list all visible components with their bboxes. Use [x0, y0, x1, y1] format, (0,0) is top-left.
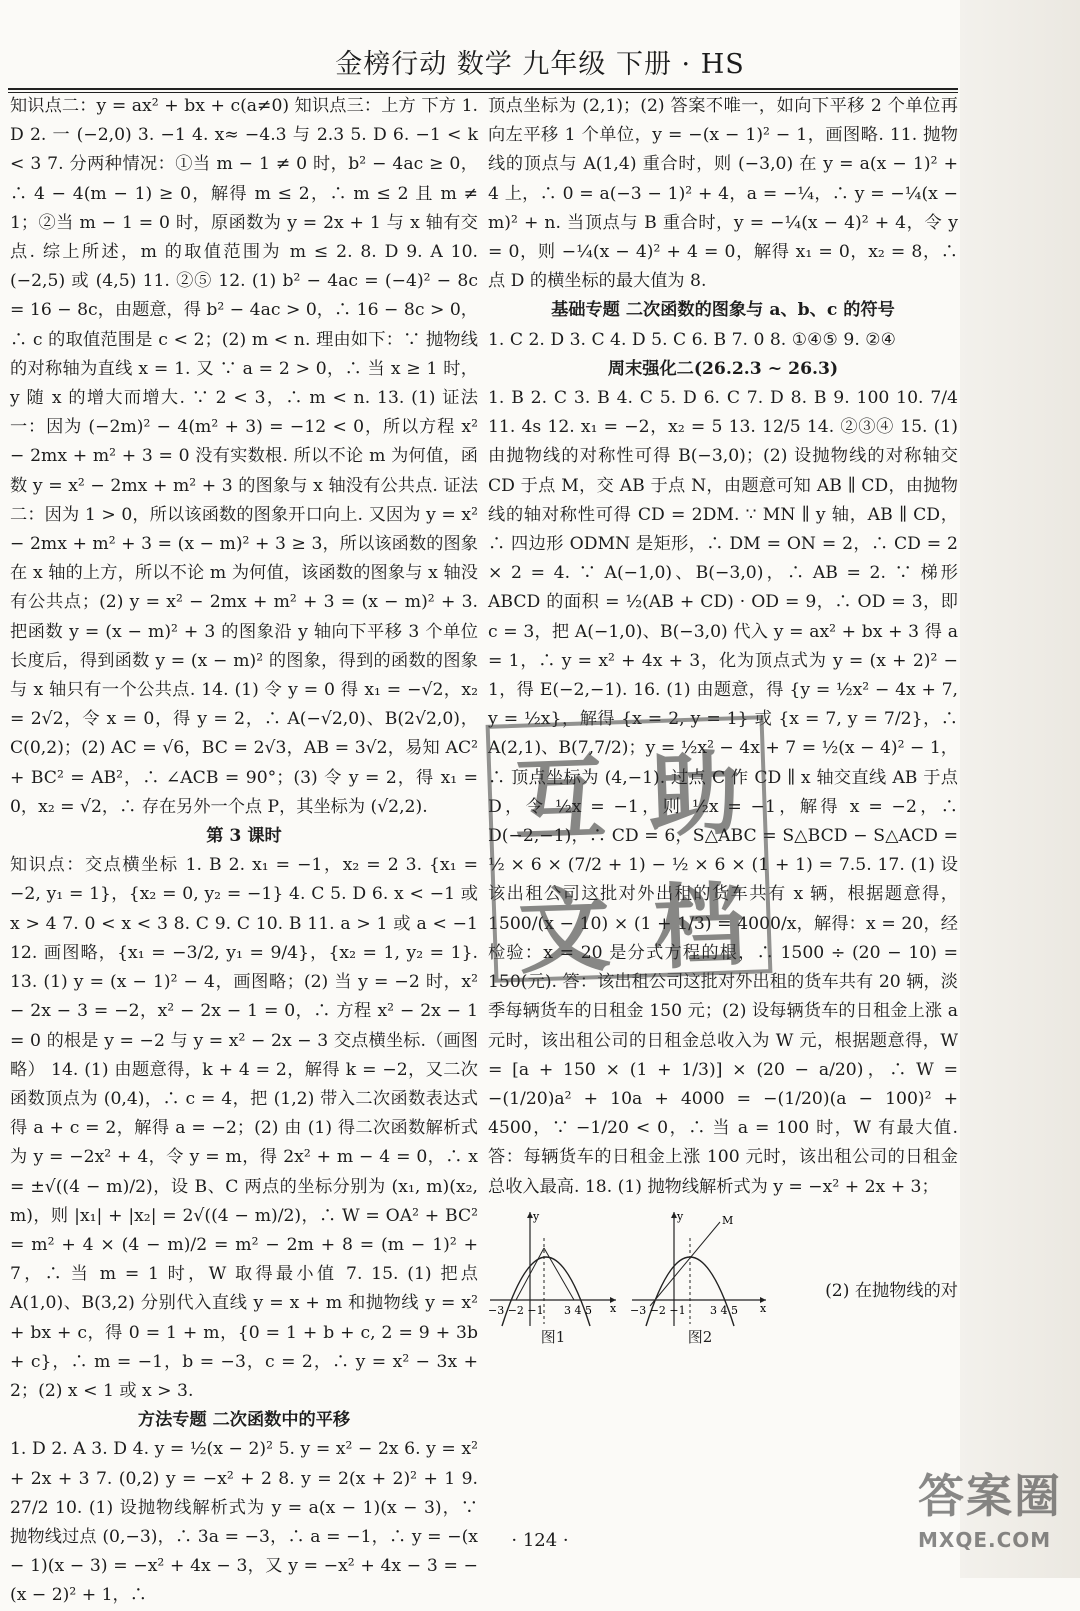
svg-text:y: y	[533, 1209, 540, 1223]
right-paragraph-1: 顶点坐标为 (2,1)；(2) 答案不唯一，如向下平移 2 个单位再向左平移 1 个单位，y = −(x − 1)² − 1，画图略. 11. 抛物线的顶点与 A(1,4) 重合时，则 (−3,0) 在 y = a(x − 1)² + 4 上，∴ 0 = a(−3 − 1)² + 4，a = −¼，∴ y = −¼(x − m)² + n. 当顶点与 B 重合时，y = −¼(x − 4)² + 4，令 y = 0，则 −¼(x − 4)² + 4 = 0，解得 x₁ = 0，x₂ = 8，∴ 点 D 的横坐标的最大值为 8.	[488, 96, 958, 292]
section-title-signs: 基础专题 二次函数的图象与 a、b、c 的符号	[551, 300, 895, 321]
left-paragraph-3: 1. D 2. A 3. D 4. y = ½(x − 2)² 5. y = x² − 2x 6. y = x² + 2x + 3 7. (0,2) y = −x² + 2 8. y = 2(x + 2)² + 1 9. 27/2 10. (1) 设抛物线解析式为 y = a(x − 1)(x − 3)，∵ 抛物线过点 (0,−3)，∴ 3a = −3，∴ a = −1，∴ y = −(x − 1)(x − 3) = −x² + 4x − 3，又 y = −x² + 4x − 3 = −(x − 2)² + 1，∴	[10, 1439, 478, 1606]
figure-1-caption: 图1	[540, 1327, 566, 1346]
svg-text:x: x	[610, 1301, 617, 1315]
section-title-lesson-3: 第 3 课时	[206, 826, 282, 847]
stamp-char-4: 档	[651, 872, 748, 983]
section-title-translation: 方法专题 二次函数中的平移	[137, 1410, 351, 1431]
right-paragraph-3: 1. B 2. C 3. B 4. C 5. D 6. C 7. D 8. B 9. 100 10. 7/4 11. 4s 12. x₁ = −2，x₂ = 5 13. 12/5 14. ②③④ 15. (1) 由抛物线的对称性可得 B(−3,0)；(2) 设抛物线的对称轴交 CD 于点 M，交 AB 于点 N，由题意可知 AB ∥ CD，由抛物线的轴对称性可得 CD = 2DM. ∵ MN ∥ y 轴，AB ∥ CD，∴ 四边形 ODMN 是矩形，∴ DM = ON = 2，∴ CD = 2 × 2 = 4. ∵ A(−1,0)、B(−3,0)，∴ AB = 2. ∵ 梯形 ABCD 的面积 = ½(AB + CD) · OD = 9，∴ OD = 3，即 c = 3，把 A(−1,0)、B(−3,0) 代入 y = ax² + bx + 3 得 a = 1，∴ y = x² + 4x + 3，化为顶点式为 y = (x + 2)² − 1，得 E(−2,−1). 16. (1) 由题意，得 {y = ½x² − 4x + 7, y = ½x}，解得 {x = 2, y = 1} 或 {x = 7, y = 7/2}，∴ A(2,1)、B(7,7/2)；y = ½x² − 4x + 7 = ½(x − 4)² − 1，∴ 顶点坐标为 (4,−1). 过点 C 作 CD ∥ x 轴交直线 AB 于点 D，令 ½x = −1，则 ½x = −1，解得 x = −2，∴ D(−2,−1)，∴ CD = 6，S△ABC = S△BCD − S△ACD = ½ × 6 × (7/2 + 1) − ½ × 6 × (1 + 1) = 7.5. 17. (1) 设该出租公司这批对外出租的货车共有 x 辆，根据题意得，1500/(x − 10) × (1 + 1/3) = 4000/x，解得：x = 20，经检验：x = 20 是分式方程的根，∴ 1500 ÷ (20 − 10) = 150(元). 答：该出租公司这批对外出租的货车共有 20 辆，淡季每辆货车的日租金 150 元；(2) 设每辆货车的日租金上涨 a 元时，该出租公司的日租金总收入为 W 元，根据题意得，W = [a + 150 × (1 + 1/3)] × (20 − a/20)，∴ W = −(1/20)a² + 10a + 4000 = −(1/20)(a − 100)² + 4500，∵ −1/20 < 0，∴ 当 a = 100 时，W 有最大值. 答：每辆货车的日租金上涨 100 元时，该出租公司的日租金总收入最高. 18. (1) 抛物线解析式为 y = −x² + 2x + 3；	[488, 388, 958, 1197]
left-paragraph-1: 知识点二：y = ax² + bx + c(a≠0) 知识点三：上方 下方 1. D 2. 一 (−2,0) 3. −1 4. x≈ −4.3 与 2.3 5. D 6. −1 < k < 3 7. 分两种情况：①当 m − 1 ≠ 0 时，b² − 4ac ≥ 0，∴ 4 − 4(m − 1) ≥ 0，解得 m ≤ 2，∴ m ≤ 2 且 m ≠ 1；②当 m − 1 = 0 时，原函数为 y = 2x + 1 与 x 轴有交点. 综上所述，m 的取值范围为 m ≤ 2. 8. D 9. A 10. (−2,5) 或 (4,5) 11. ②⑤ 12. (1) b² − 4ac = (−4)² − 8c = 16 − 8c，由题意，得 b² − 4ac > 0，∴ 16 − 8c > 0，∴ c 的取值范围是 c < 2；(2) m < n. 理由如下：∵ 抛物线的对称轴为直线 x = 1. 又 ∵ a = 2 > 0，∴ 当 x ≥ 1 时，y 随 x 的增大而增大. ∵ 2 < 3，∴ m < n. 13. (1) 证法一：因为 (−2m)² − 4(m² + 3) = −12 < 0，所以方程 x² − 2mx + m² + 3 = 0 没有实数根. 所以不论 m 为何值，函数 y = x² − 2mx + m² + 3 的图象与 x 轴没有公共点. 证法二：因为 1 > 0，所以该函数的图象开口向上. 又因为 y = x² − 2mx + m² + 3 = (x − m)² + 3 ≥ 3，所以该函数的图象在 x 轴的上方，所以不论 m 为何值，该函数的图象与 x 轴没有公共点；(2) y = x² − 2mx + m² + 3 = (x − m)² + 3. 把函数 y = (x − m)² + 3 的图象沿 y 轴向下平移 3 个单位长度后，得到函数 y = (x − m)² 的图象，得到的函数的图象与 x 轴只有一个公共点. 14. (1) 令 y = 0 得 x₁ = −√2，x₂ = 2√2，令 x = 0，得 y = 2，∴ A(−√2,0)、B(2√2,0)，C(0,2)；(2) AC = √6，BC = 2√3，AB = 3√2，易知 AC² + BC² = AB²，∴ ∠ACB = 90°；(3) 令 y = 2，得 x₁ = 0，x₂ = √2，∴ 存在另外一个点 P，其坐标为 (√2,2).	[10, 96, 478, 817]
page-number: · 124 ·	[511, 1530, 569, 1551]
stamp-char-2: 助	[646, 740, 743, 851]
svg-text:3 4 5: 3 4 5	[710, 1303, 738, 1317]
logo-text-en: MXQE.COM	[918, 1528, 1052, 1552]
right-paragraph-2: 1. C 2. D 3. C 4. D 5. C 6. B 7. 0 8. ①④⑤ 9. ②④	[488, 329, 897, 350]
figure-2	[630, 1208, 770, 1346]
svg-text:M: M	[722, 1213, 734, 1227]
site-logo	[918, 1460, 1068, 1570]
figure-2-caption: 图2	[687, 1327, 713, 1346]
section-title-weekend: 周末强化二(26.2.3 ~ 26.3)	[607, 358, 839, 379]
svg-text:x: x	[760, 1301, 767, 1315]
page-header: 金榜行动 数学 九年级 下册 · HS	[335, 49, 745, 80]
logo-text-zh: 答案圈	[918, 1469, 1062, 1523]
svg-text:−3 −2 −1: −3 −2 −1	[630, 1303, 686, 1317]
parabola-graph-2	[630, 1208, 770, 1328]
parabola-graph-1	[488, 1208, 618, 1328]
stamp-char-3: 文	[516, 876, 613, 987]
left-paragraph-2: 知识点：交点横坐标 1. B 2. x₁ = −1，x₂ = 2 3. {x₁ = −2, y₁ = 1}，{x₂ = 0, y₂ = −1} 4. C 5. D 6. x < −1 或 x > 4 7. 0 < x < 3 8. C 9. C 10. B 11. a > 1 或 a < −1 12. 画图略，{x₁ = −3/2, y₁ = 9/4}，{x₂ = 1, y₂ = 1}. 13. (1) y = (x − 1)² − 4，画图略；(2) 当 y = −2 时，x² − 2x − 3 = −2，x² − 2x − 1 = 0，∴ 方程 x² − 2x − 1 = 0 的根是 y = −2 与 y = x² − 2x − 3 交点横坐标.（画图略） 14. (1) 由题意得，k + 4 = 2，解得 k = −2，又二次函数顶点为 (0,4)，∴ c = 4，把 (1,2) 带入二次函数表达式得 a + c = 2，解得 a = −2；(2) 由 (1) 得二次函数解析式为 y = −2x² + 4，令 y = m，得 2x² + m − 4 = 0，∴ x = ±√((4 − m)/2)，设 B、C 两点的坐标分别为 (x₁, m)(x₂, m)，则 |x₁| + |x₂| = 2√((4 − m)/2)，∴ W = OA² + BC² = m² + 4 × (4 − m)/2 = m² − 2m + 8 = (m − 1)² + 7，∴ 当 m = 1 时，W 取得最小值 7. 15. (1) 把点 A(1,0)、B(3,2) 分别代入直线 y = x + m 和抛物线 y = x² + bx + c，得 0 = 1 + m，{0 = 1 + b + c, 2 = 9 + 3b + c}，∴ m = −1，b = −3，c = 2，∴ y = x² − 3x + 2；(2) x < 1 或 x > 3.	[10, 855, 478, 1401]
svg-text:y: y	[677, 1209, 684, 1223]
header-rule	[8, 88, 958, 90]
page-edge	[960, 0, 1080, 1578]
figure-row	[488, 1208, 958, 1346]
svg-text:−3 −2 −1: −3 −2 −1	[488, 1303, 544, 1317]
figure-1	[488, 1208, 618, 1346]
stamp-char-1: 互	[511, 744, 608, 855]
svg-text:3 4 5: 3 4 5	[564, 1303, 592, 1317]
left-column	[10, 92, 478, 1611]
watermark-stamp	[486, 715, 773, 987]
right-paragraph-4: (2) 在抛物线的对	[825, 1280, 958, 1301]
